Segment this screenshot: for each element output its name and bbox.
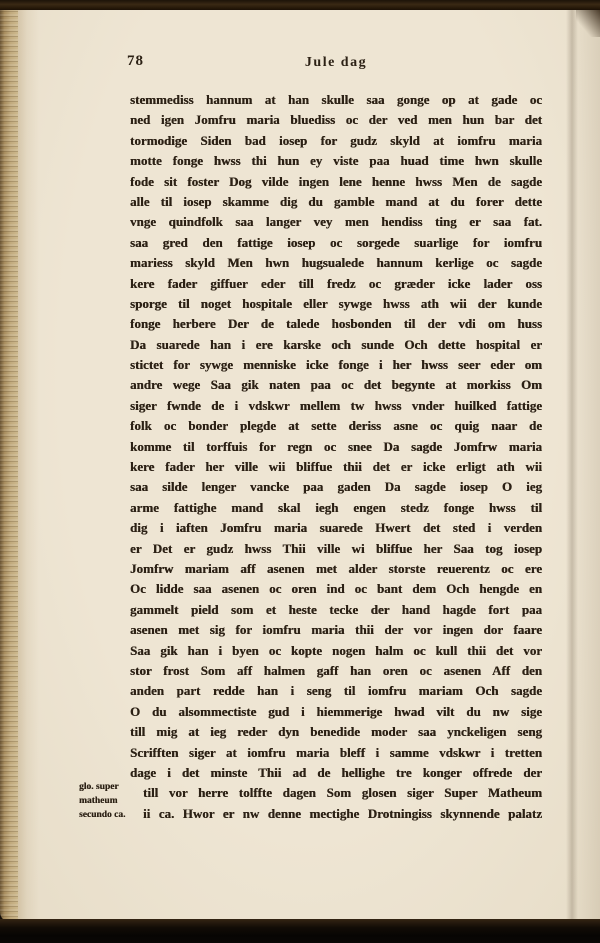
- text-line: anden part redde han i seng til iomfru mariam Och sagde: [130, 683, 542, 699]
- text-line: sporge til noget hospitale eller sywge hwss ath wii der kunde: [130, 295, 542, 311]
- text-line: andre wege Saa gik naten paa oc det begynte at morkiss Om: [130, 377, 542, 393]
- text-line: motte fonge hwss thi hun ey viste paa huad time hwn skulle: [130, 153, 542, 169]
- text-line: saa gred den fattige iosep oc sorgede suarlige for iomfru: [130, 234, 542, 250]
- text-line: till mig at ieg reder dyn benedide moder saa ynckeligen seng: [130, 724, 542, 740]
- text-line: siger fwnde de i vdskwr mellem tw hwss vnder huilked fattige: [130, 397, 542, 413]
- text-line: vnge quindfolk saa langer vey men hendiss ting er saa fat.: [130, 214, 542, 230]
- text-line: komme til torffuis for regn oc snee Da sagde Jomfrw maria: [130, 438, 542, 454]
- text-line: till vor herre tolffte dagen Som glosen siger Super Matheum: [143, 785, 542, 801]
- text-line: gammelt pield som et heste tecke der hand hagde fort paa: [130, 601, 542, 617]
- text-line: stor frost Som aff halmen gaff han oren oc asenen Aff den: [130, 662, 542, 678]
- text-line: folk oc bonder plegde at sette deriss asne oc quig naar de: [130, 418, 542, 434]
- text-line: stictet for sywge menniske icke fonge i her hwss seer eder om: [130, 357, 542, 373]
- text-line: alle til iosep skamme dig du gamble mand at du forer dette: [130, 193, 542, 209]
- body-text: [130, 90, 542, 824]
- book-page: [17, 9, 600, 920]
- text-line: asenen met sig for iomfru maria thii der vor ingen dor faare: [130, 622, 542, 638]
- text-line: saa silde lenger vancke paa gaden Da sagde iosep O ieg: [130, 479, 542, 495]
- text-line: Jomfrw mariam aff asenen met alder storste reuerentz oc ere: [130, 560, 542, 576]
- text-line: ned igen Jomfru maria bluediss oc der ved men hun bar det: [130, 112, 542, 128]
- text-line: O du alsommectiste gud i hiemmerige hwad vilt du nw sige: [130, 703, 542, 719]
- book-cover-bottom: [0, 919, 600, 943]
- text-line: Saa gik han i byen oc kopte nogen halm oc kull thii det vor: [130, 642, 542, 658]
- book-cover-top: [0, 0, 600, 10]
- page-crease: [566, 9, 578, 920]
- text-line: dig i iaften Jomfru maria suarede Hwert det sted i verden: [130, 520, 542, 536]
- text-line: Da suarede han i ere karske och sunde Och dette hospital er: [130, 336, 542, 352]
- text-line: dage i det minste Thii ad de hellighe tre konger offrede der: [130, 764, 542, 780]
- text-line: fonge herbere Der de talede hosbonden til der vdi om huss: [130, 316, 542, 332]
- page-edge-stack: [0, 9, 18, 922]
- text-line: Scrifften siger at iomfru maria bleff i samme vdskwr i tretten: [130, 744, 542, 760]
- text-line: kere fader her ville wii bliffue thii det er icke erligt ath wii: [130, 459, 542, 475]
- text-line: er Det er gudz hwss Thii ville wi bliffue her Saa tog iosep: [130, 540, 542, 556]
- text-line: arme fattighe mand skal iegh engen stedz fonge hwss til: [130, 499, 542, 515]
- text-line: stemmediss hannum at han skulle saa gonge op at gade oc: [130, 92, 542, 107]
- margin-note-line: secundo ca.: [79, 809, 126, 820]
- margin-note: [79, 781, 129, 822]
- margin-note-line: glo. super: [79, 782, 119, 792]
- text-line: kere fader giffuer eder till fredz oc græder icke lader oss: [130, 275, 542, 291]
- text-line: mariess skyld Men hwn hugsualede hannum kerlige oc sagde: [130, 255, 542, 271]
- text-line: fode sit foster Dog vilde ingen lene henne hwss Men de sagde: [130, 173, 542, 189]
- text-line: tormodige Siden bad iosep for gudz skyld at iomfru maria: [130, 132, 542, 148]
- cover-corner: [576, 9, 600, 37]
- text-line: ii ca. Hwor er nw denne mectighe Drotningiss skynnende palatz: [143, 805, 542, 821]
- page-number: 78: [127, 53, 144, 69]
- text-line: Oc lidde saa asenen oc oren ind oc bant dem Och hengde en: [130, 581, 542, 597]
- margin-note-line: matheum: [79, 795, 118, 806]
- running-header: Jule dag: [304, 55, 368, 70]
